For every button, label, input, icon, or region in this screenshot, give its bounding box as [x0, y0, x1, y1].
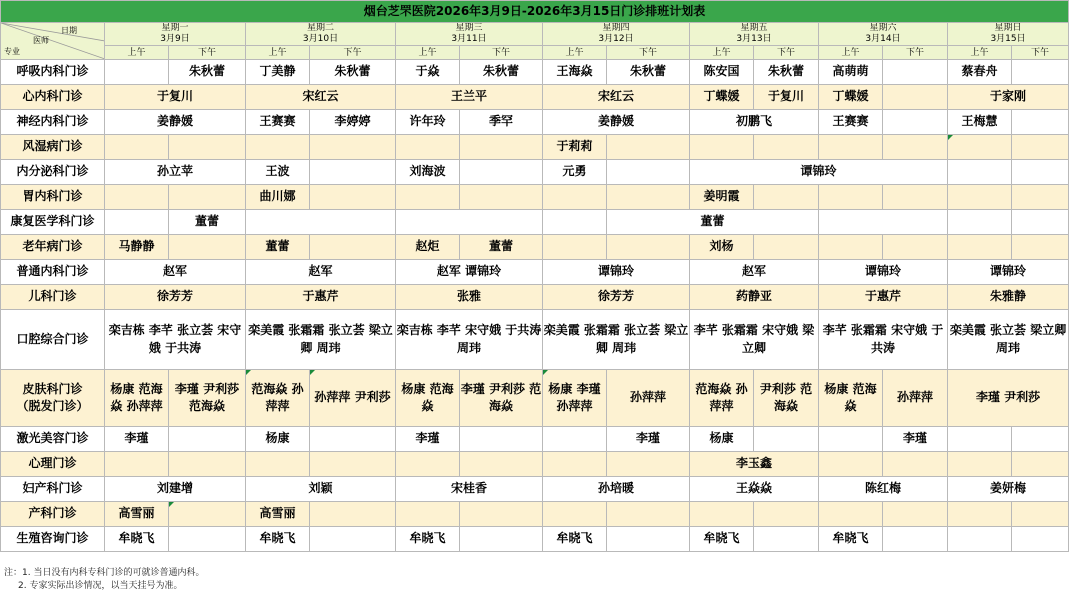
schedule-cell [607, 235, 690, 260]
schedule-cell [1012, 210, 1069, 235]
dept-name-line2: （脱发门诊） [16, 399, 89, 413]
schedule-cell: 于复川 [105, 85, 246, 110]
schedule-cell [607, 527, 690, 552]
schedule-cell: 赵军 [690, 260, 819, 285]
weekday: 星期三 [455, 23, 483, 33]
schedule-cell: 赵炬 [396, 235, 460, 260]
am-header: 上午 [690, 46, 754, 60]
schedule-cell [607, 452, 690, 477]
schedule-cell [948, 235, 1012, 260]
am-header: 上午 [543, 46, 607, 60]
day-header [948, 23, 1069, 46]
schedule-cell [819, 452, 883, 477]
am-header: 上午 [819, 46, 883, 60]
schedule-cell [310, 135, 396, 160]
schedule-cell [169, 185, 246, 210]
schedule-cell [819, 235, 883, 260]
schedule-cell [396, 502, 460, 527]
schedule-cell [948, 160, 1012, 185]
schedule-cell [543, 210, 607, 235]
schedule-cell: 朱秋蕾 [607, 60, 690, 85]
dept-row-obgyn [1, 477, 1069, 502]
schedule-cell: 高雪丽 [105, 502, 169, 527]
schedule-cell: 王焱焱 [690, 477, 819, 502]
day-header [819, 23, 948, 46]
schedule-cell: 赵军 [246, 260, 396, 285]
schedule-cell: 孙萍萍 [883, 370, 948, 427]
schedule-cell: 谭锦玲 [948, 260, 1069, 285]
dept-name: 胃内科门诊 [1, 185, 105, 210]
dept-row-general-medicine [1, 260, 1069, 285]
dept-row-respiratory [1, 60, 1069, 85]
date: 3月13日 [736, 34, 772, 44]
schedule-cell [1012, 235, 1069, 260]
schedule-cell: 牟晓飞 [543, 527, 607, 552]
dept-row-rheumatology [1, 135, 1069, 160]
date: 3月14日 [865, 34, 901, 44]
schedule-cell [396, 210, 543, 235]
schedule-cell [819, 135, 883, 160]
schedule-cell: 王海焱 [543, 60, 607, 85]
schedule-cell [690, 502, 754, 527]
schedule-cell: 李瑾 [105, 427, 169, 452]
schedule-cell: 朱秋蕾 [310, 60, 396, 85]
pm-header: 下午 [169, 46, 246, 60]
schedule-cell [460, 135, 543, 160]
schedule-cell: 牟晓飞 [690, 527, 754, 552]
footnote-1: 注：1. 当日没有内科专科门诊的可就诊普通内科。 [4, 568, 205, 578]
schedule-cell: 姜明霞 [690, 185, 754, 210]
schedule-cell: 牟晓飞 [105, 527, 169, 552]
pm-header: 下午 [607, 46, 690, 60]
schedule-cell: 王波 [246, 160, 310, 185]
corner-header [1, 23, 105, 60]
date: 3月15日 [990, 34, 1026, 44]
schedule-cell: 蔡春舟 [948, 60, 1012, 85]
schedule-cell: 王赛赛 [246, 110, 310, 135]
dept-name: 康复医学科门诊 [1, 210, 105, 235]
schedule-cell: 孙萍萍 尹利莎 [310, 370, 396, 427]
schedule-cell: 董蕾 [460, 235, 543, 260]
schedule-cell [396, 185, 460, 210]
dept-name: 激光美容门诊 [1, 427, 105, 452]
schedule-cell: 栾吉栋 李芊 宋守娥 于共涛 周玮 [396, 310, 543, 370]
dept-row-obstetrics [1, 502, 1069, 527]
schedule-cell: 许年玲 [396, 110, 460, 135]
schedule-cell [105, 135, 169, 160]
schedule-cell [1012, 110, 1069, 135]
dept-name: 老年病门诊 [1, 235, 105, 260]
schedule-cell [543, 452, 607, 477]
pm-header: 下午 [754, 46, 819, 60]
dept-name: 内分泌科门诊 [1, 160, 105, 185]
weekday: 星期六 [869, 23, 897, 33]
pm-header: 下午 [883, 46, 948, 60]
schedule-cell [460, 160, 543, 185]
schedule-cell: 陈安国 [690, 60, 754, 85]
day-header [690, 23, 819, 46]
schedule-cell: 曲川娜 [246, 185, 310, 210]
schedule-cell [607, 160, 690, 185]
schedule-cell: 丁美静 [246, 60, 310, 85]
dept-row-reproductive [1, 527, 1069, 552]
schedule-cell [948, 502, 1012, 527]
schedule-cell: 栾美霞 张霜霜 张立荟 梁立卿 周玮 [246, 310, 396, 370]
schedule-cell: 杨康 范海焱 [396, 370, 460, 427]
footnote-2: 2. 专家实际出诊情况，以当天挂号为准。 [18, 581, 183, 591]
schedule-cell: 董蕾 [169, 210, 246, 235]
schedule-cell [310, 427, 396, 452]
dept-name: 儿科门诊 [1, 285, 105, 310]
schedule-cell: 马静静 [105, 235, 169, 260]
schedule-cell: 牟晓飞 [246, 527, 310, 552]
dept-name: 口腔综合门诊 [1, 310, 105, 370]
schedule-cell [310, 160, 396, 185]
dept-row-dental [1, 310, 1069, 370]
schedule-cell: 于惠芹 [246, 285, 396, 310]
schedule-cell [1012, 60, 1069, 85]
schedule-cell [105, 210, 169, 235]
schedule-cell [460, 452, 543, 477]
schedule-cell [883, 185, 948, 210]
schedule-cell: 李瑾 尹利莎 范海焱 [169, 370, 246, 427]
schedule-cell [607, 502, 690, 527]
page-title: 烟台芝罘医院2026年3月9日-2026年3月15日门诊排班计划表 [1, 1, 1069, 23]
corner-doctor-label: 医师 [33, 36, 49, 45]
schedule-cell: 刘海波 [396, 160, 460, 185]
schedule-cell [883, 110, 948, 135]
schedule-cell [105, 185, 169, 210]
schedule-cell: 陈红梅 [819, 477, 948, 502]
day-header [246, 23, 396, 46]
schedule-cell: 丁蝶媛 [690, 85, 754, 110]
schedule-cell: 初鹏飞 [690, 110, 819, 135]
schedule-cell: 孙培暖 [543, 477, 690, 502]
pm-header: 下午 [310, 46, 396, 60]
date: 3月9日 [160, 34, 190, 44]
schedule-cell [690, 135, 754, 160]
schedule-cell [1012, 185, 1069, 210]
schedule-cell [948, 185, 1012, 210]
schedule-cell: 朱雅静 [948, 285, 1069, 310]
schedule-cell [607, 135, 690, 160]
schedule-cell: 尹利莎 范海焱 [754, 370, 819, 427]
schedule-cell: 于复川 [754, 85, 819, 110]
schedule-cell [310, 502, 396, 527]
weekday: 星期四 [602, 23, 630, 33]
am-header: 上午 [246, 46, 310, 60]
schedule-cell: 李玉鑫 [690, 452, 819, 477]
schedule-cell [1012, 502, 1069, 527]
schedule-cell [310, 452, 396, 477]
am-header: 上午 [105, 46, 169, 60]
schedule-cell: 李芊 张霜霜 宋守娥 于共涛 [819, 310, 948, 370]
schedule-cell [1012, 135, 1069, 160]
schedule-cell: 牟晓飞 [396, 527, 460, 552]
schedule-cell [169, 452, 246, 477]
am-header: 上午 [396, 46, 460, 60]
schedule-cell [105, 60, 169, 85]
weekday: 星期五 [740, 23, 768, 33]
schedule-cell [1012, 160, 1069, 185]
corner-specialty-label: 专业 [4, 47, 20, 56]
schedule-cell: 姜静媛 [105, 110, 246, 135]
schedule-cell: 王梅慧 [948, 110, 1012, 135]
schedule-cell [169, 502, 246, 527]
schedule-cell: 于焱 [396, 60, 460, 85]
schedule-cell [460, 185, 543, 210]
schedule-cell: 王兰平 [396, 85, 543, 110]
schedule-cell: 李芊 张霜霜 宋守娥 梁立卿 [690, 310, 819, 370]
schedule-cell: 李瑾 尹利莎 [948, 370, 1069, 427]
day-header [396, 23, 543, 46]
dept-row-gastro [1, 185, 1069, 210]
schedule-cell: 张雅 [396, 285, 543, 310]
dept-name: 普通内科门诊 [1, 260, 105, 285]
dept-row-neurology [1, 110, 1069, 135]
dept-row-laser-cosmetic [1, 427, 1069, 452]
schedule-cell [819, 427, 883, 452]
schedule-cell [819, 210, 948, 235]
schedule-cell: 于莉莉 [543, 135, 607, 160]
dept-name: 神经内科门诊 [1, 110, 105, 135]
schedule-cell: 刘颖 [246, 477, 396, 502]
schedule-cell: 季罕 [460, 110, 543, 135]
schedule-cell: 元勇 [543, 160, 607, 185]
schedule-cell [948, 452, 1012, 477]
corner-date-label: 日期 [61, 26, 77, 35]
schedule-cell: 牟晓飞 [819, 527, 883, 552]
schedule-cell: 高雪丽 [246, 502, 310, 527]
dept-name-line1: 皮肤科门诊 [22, 381, 83, 396]
dept-row-pediatrics [1, 285, 1069, 310]
schedule-cell: 李瑾 尹利莎 范海焱 [460, 370, 543, 427]
dept-name: 生殖咨询门诊 [1, 527, 105, 552]
schedule-cell [460, 527, 543, 552]
schedule-cell [754, 235, 819, 260]
schedule-cell: 刘杨 [690, 235, 754, 260]
schedule-cell [396, 452, 460, 477]
date: 3月10日 [302, 34, 339, 44]
schedule-cell [169, 235, 246, 260]
dept-name: 心内科门诊 [1, 85, 105, 110]
date: 3月12日 [598, 34, 634, 44]
schedule-cell: 李瑾 [883, 427, 948, 452]
schedule-cell [883, 135, 948, 160]
schedule-cell: 朱秋蕾 [460, 60, 543, 85]
schedule-cell [948, 135, 1012, 160]
schedule-cell [754, 527, 819, 552]
schedule-cell: 姜妍梅 [948, 477, 1069, 502]
schedule-cell [460, 427, 543, 452]
schedule-cell [246, 135, 310, 160]
schedule-cell [543, 185, 607, 210]
schedule-cell: 范海焱 孙萍萍 [246, 370, 310, 427]
schedule-cell [607, 185, 690, 210]
schedule-cell: 药静亚 [690, 285, 819, 310]
dept-name: 风湿病门诊 [1, 135, 105, 160]
schedule-cell: 丁蝶媛 [819, 85, 883, 110]
schedule-cell: 徐芳芳 [105, 285, 246, 310]
schedule-cell [543, 235, 607, 260]
pm-header: 下午 [1012, 46, 1069, 60]
schedule-cell [883, 60, 948, 85]
schedule-cell: 刘建增 [105, 477, 246, 502]
schedule-cell [948, 527, 1012, 552]
schedule-cell [883, 235, 948, 260]
schedule-cell: 孙萍萍 [607, 370, 690, 427]
schedule-cell [1012, 452, 1069, 477]
schedule-cell: 杨康 [690, 427, 754, 452]
schedule-cell [169, 427, 246, 452]
schedule-cell: 高萌萌 [819, 60, 883, 85]
schedule-cell: 栾美霞 张霜霜 张立荟 梁立卿 周玮 [543, 310, 690, 370]
schedule-cell [1012, 427, 1069, 452]
dept-row-geriatrics [1, 235, 1069, 260]
schedule-cell: 姜静媛 [543, 110, 690, 135]
schedule-cell: 朱秋蕾 [169, 60, 246, 85]
schedule-cell: 栾吉栋 李芊 张立荟 宋守娥 于共涛 [105, 310, 246, 370]
schedule-cell [105, 452, 169, 477]
dept-name: 心理门诊 [1, 452, 105, 477]
schedule-cell [543, 502, 607, 527]
schedule-cell: 孙立苹 [105, 160, 246, 185]
schedule-cell: 杨康 范海焱 [819, 370, 883, 427]
schedule-cell: 于惠芹 [819, 285, 948, 310]
schedule-cell [396, 135, 460, 160]
schedule-cell [948, 427, 1012, 452]
schedule-cell [246, 210, 396, 235]
schedule-cell: 董蕾 [607, 210, 819, 235]
schedule-cell: 李瑾 [607, 427, 690, 452]
schedule-cell: 宋红云 [246, 85, 396, 110]
weekday: 星期二 [306, 23, 334, 33]
schedule-cell: 宋红云 [543, 85, 690, 110]
dept-row-cardiology [1, 85, 1069, 110]
schedule-cell: 范海焱 孙萍萍 [690, 370, 754, 427]
schedule-cell [883, 527, 948, 552]
schedule-cell: 徐芳芳 [543, 285, 690, 310]
schedule-cell [819, 502, 883, 527]
dept-row-dermatology [1, 370, 1069, 427]
schedule-cell [754, 135, 819, 160]
dept-row-psychology [1, 452, 1069, 477]
schedule-cell [169, 135, 246, 160]
schedule-cell: 朱秋蕾 [754, 60, 819, 85]
schedule-cell [310, 185, 396, 210]
schedule-cell [754, 185, 819, 210]
schedule-cell: 杨康 范海焱 孙萍萍 [105, 370, 169, 427]
schedule-cell: 王赛赛 [819, 110, 883, 135]
pm-header: 下午 [460, 46, 543, 60]
schedule-cell: 栾美霞 张立荟 梁立卿 周玮 [948, 310, 1069, 370]
schedule-cell: 赵军 谭锦玲 [396, 260, 543, 285]
schedule-cell: 赵军 [105, 260, 246, 285]
schedule-cell [310, 527, 396, 552]
schedule-cell: 李婷婷 [310, 110, 396, 135]
schedule-cell [883, 502, 948, 527]
schedule-cell [754, 502, 819, 527]
date: 3月11日 [451, 34, 487, 44]
schedule-cell [1012, 527, 1069, 552]
schedule-cell: 李瑾 [396, 427, 460, 452]
schedule-cell: 于家刚 [948, 85, 1069, 110]
day-header [543, 23, 690, 46]
dept-row-rehab [1, 210, 1069, 235]
schedule-cell: 杨康 李瑾 孙萍萍 [543, 370, 607, 427]
schedule-cell: 杨康 [246, 427, 310, 452]
schedule-cell: 宋桂香 [396, 477, 543, 502]
dept-name [1, 370, 105, 427]
am-header: 上午 [948, 46, 1012, 60]
schedule-cell [543, 427, 607, 452]
schedule-cell: 谭锦玲 [690, 160, 948, 185]
schedule-cell [246, 452, 310, 477]
dept-name: 呼吸内科门诊 [1, 60, 105, 85]
dept-name: 妇产科门诊 [1, 477, 105, 502]
schedule-cell [883, 452, 948, 477]
schedule-cell [948, 210, 1012, 235]
footnotes [4, 567, 204, 593]
schedule-cell [754, 427, 819, 452]
weekday: 星期一 [161, 23, 189, 33]
schedule-cell [169, 527, 246, 552]
schedule-cell [310, 235, 396, 260]
schedule-cell [460, 502, 543, 527]
dept-row-endocrinology [1, 160, 1069, 185]
day-header [105, 23, 246, 46]
weekday: 星期日 [994, 23, 1022, 33]
dept-name: 产科门诊 [1, 502, 105, 527]
schedule-cell [883, 85, 948, 110]
schedule-cell: 谭锦玲 [543, 260, 690, 285]
schedule-cell: 董蕾 [246, 235, 310, 260]
schedule-cell [819, 185, 883, 210]
schedule-cell: 谭锦玲 [819, 260, 948, 285]
